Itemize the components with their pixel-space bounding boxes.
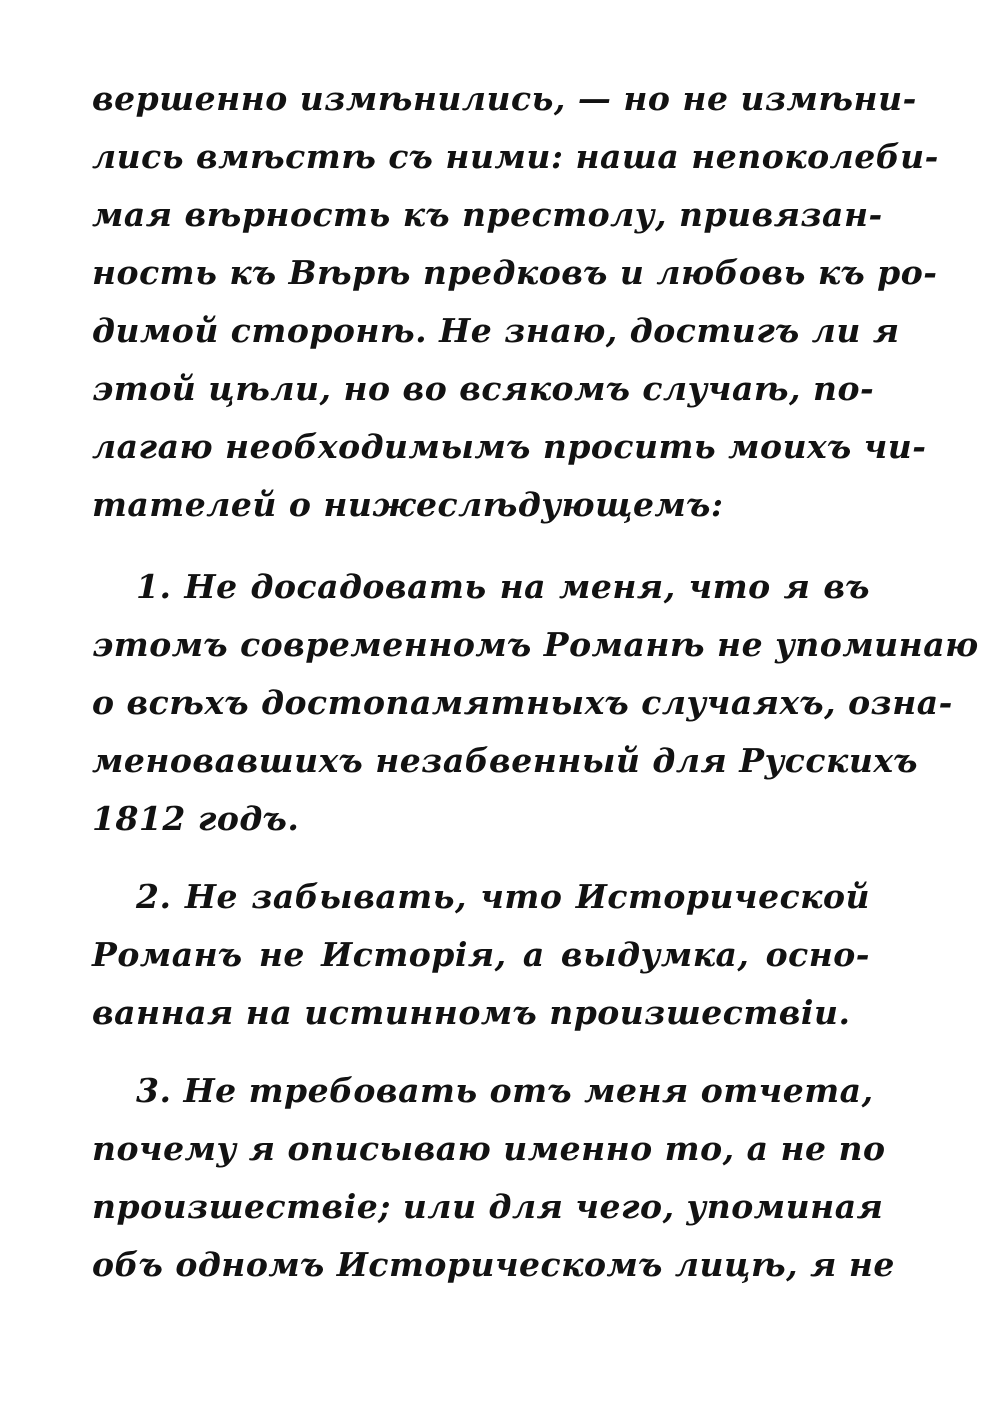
text-line: 2. Не забывать, что Исторической <box>136 877 870 916</box>
text-line: мая вѣрность къ престолу, привязан- <box>92 195 883 234</box>
text-line: меновавшихъ незабвенный для Русскихъ <box>92 741 918 780</box>
text-line: ность къ Вѣрѣ предковъ и любовь къ ро- <box>92 253 938 292</box>
text-line: о всѣхъ достопамятныхъ случаяхъ, озна- <box>92 683 953 722</box>
text-line: лагаю необходимымъ просить моихъ чи- <box>92 427 927 466</box>
text-line: объ одномъ Историческомъ лицѣ, я не <box>92 1245 895 1284</box>
text-line: димой сторонѣ. Не знаю, достигъ ли я <box>92 311 900 350</box>
text-line: лись вмѣстѣ съ ними: наша непоколеби- <box>92 137 939 176</box>
paragraph-gap <box>92 534 870 558</box>
text-line: произшествіе; или для чего, упоминая <box>92 1187 884 1226</box>
text-line: Романъ не Исторія, а выдумка, осно- <box>92 935 870 974</box>
page-text <box>92 70 979 1294</box>
text-line: почему я описываю именно то, а не по <box>92 1129 886 1168</box>
text-line: 1812 годъ. <box>92 799 300 838</box>
numbered-item-3 <box>92 1062 895 1294</box>
paragraph-gap <box>92 848 870 868</box>
text-line: вершенно измѣнились, — но не измѣни- <box>92 79 917 118</box>
numbered-item-1 <box>92 558 979 848</box>
text-line: этой цѣли, но во всякомъ случаѣ, по- <box>92 369 875 408</box>
intro-paragraph <box>92 70 939 534</box>
text-line: ванная на истинномъ произшествіи. <box>92 993 851 1032</box>
paragraph-gap <box>92 1042 870 1062</box>
text-line: 3. Не требовать отъ меня отчета, <box>136 1071 874 1110</box>
text-line: 1. Не досадовать на меня, что я въ <box>136 567 870 606</box>
numbered-item-2 <box>92 868 870 1042</box>
text-line: этомъ современномъ Романѣ не упоминаю <box>92 625 979 664</box>
text-line: тателей о нижеслѣдующемъ: <box>92 485 724 524</box>
